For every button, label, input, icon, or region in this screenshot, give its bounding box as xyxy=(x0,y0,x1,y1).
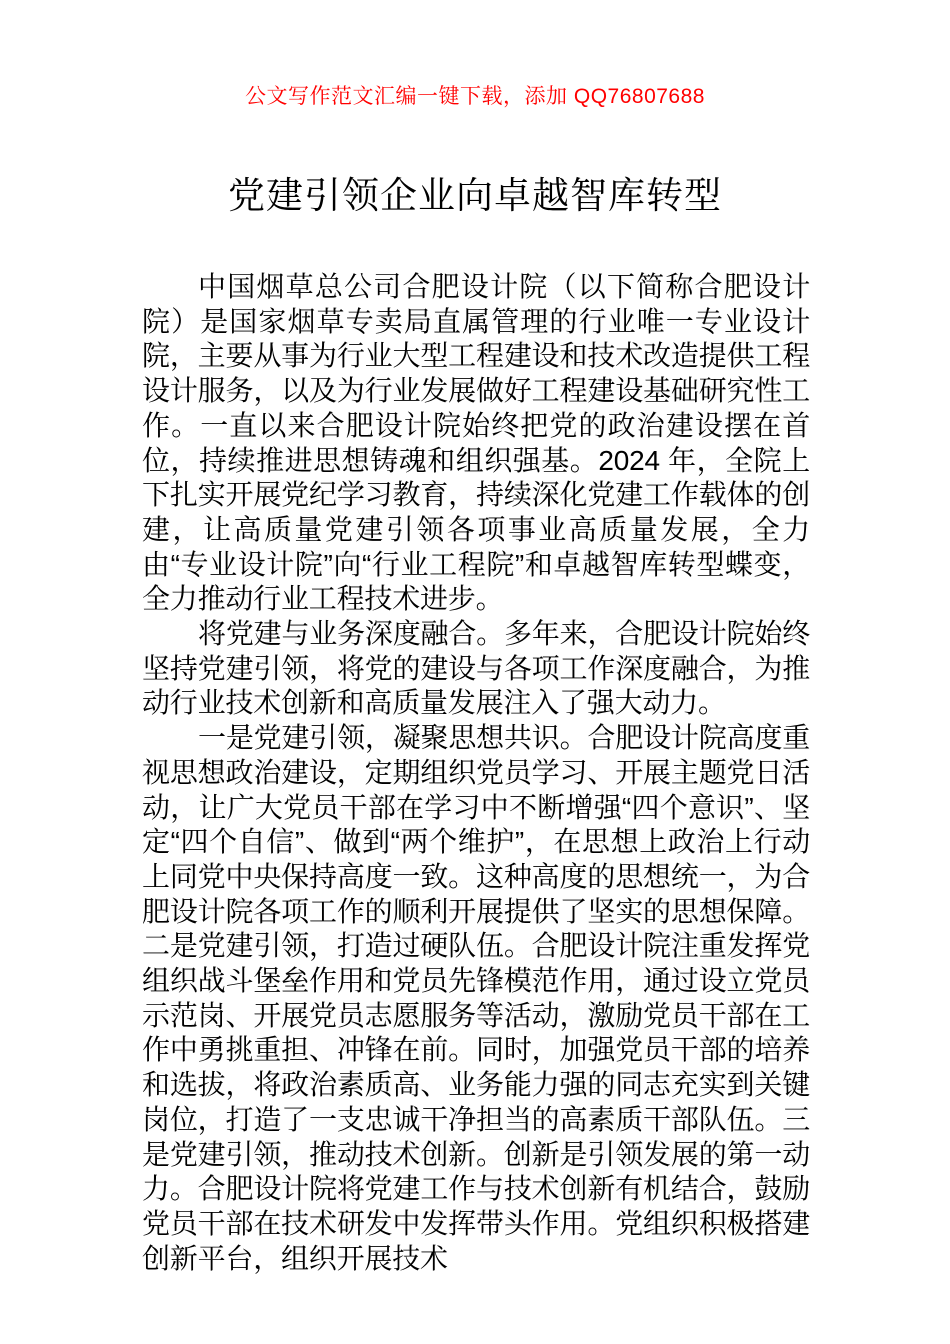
paragraph-fusion: 将党建与业务深度融合。多年来，合肥设计院始终坚持党建引领，将党的建设与各项工作深度融合，为推动行业技术创新和高质量发展注入了强大动力。 xyxy=(142,618,810,719)
document-title: 党建引领企业向卓越智库转型 xyxy=(228,175,722,216)
paragraph-three-points: 一是党建引领，凝聚思想共识。合肥设计院高度重视思想政治建设，定期组织党员学习、开展主题党日活动，让广大党员干部在学习中不断增强“四个意识”、坚定“四个自信”、做到“两个维护”，在思想上政治上行动上同党中央保持高度一致。这种高度的思想统一，为合肥设计院各项工作的顺利开展提供了坚实的思想保障。二是党建引领，打造过硬队伍。合肥设计院注重发挥党组织战斗堡垒作用和党员先锋模范作用，通过设立党员示范岗、开展党员志愿服务等活动，激励党员干部在工作中勇挑重担、冲锋在前。同时，加强党员干部的培养和选拔，将政治素质高、业务能力强的同志充实到关键岗位，打造了一支忠诚干净担当的高素质干部队伍。三是党建引领，推动技术创新。创新是引领发展的第一动力。合肥设计院将党建工作与技术创新有机结合，鼓励党员干部在技术研发中发挥带头作用。党组织积极搭建创新平台，组织开展技术 xyxy=(142,722,810,1274)
promo-watermark-text: 公文写作范文汇编一键下载，添加 QQ76807688 xyxy=(245,85,705,108)
paragraph-intro: 中国烟草总公司合肥设计院（以下简称合肥设计院）是国家烟草专卖局直属管理的行业唯一专业设计院，主要从事为行业大型工程建设和技术改造提供工程设计服务，以及为行业发展做好工程建设基础研究性工作。一直以来合肥设计院始终把党的政治建设摆在首位，持续推进思想铸魂和组织强基。2024 年，全院上下扎实开展党纪学习教育，持续深化党建工作载体的创建，让高质量党建引领各项事业高质量发展，全力由“专业设计院”向“行业工程院”和卓越智库转型蝶变，全力推动行业工程技术进步。 xyxy=(142,271,810,615)
document-body xyxy=(142,270,810,1276)
